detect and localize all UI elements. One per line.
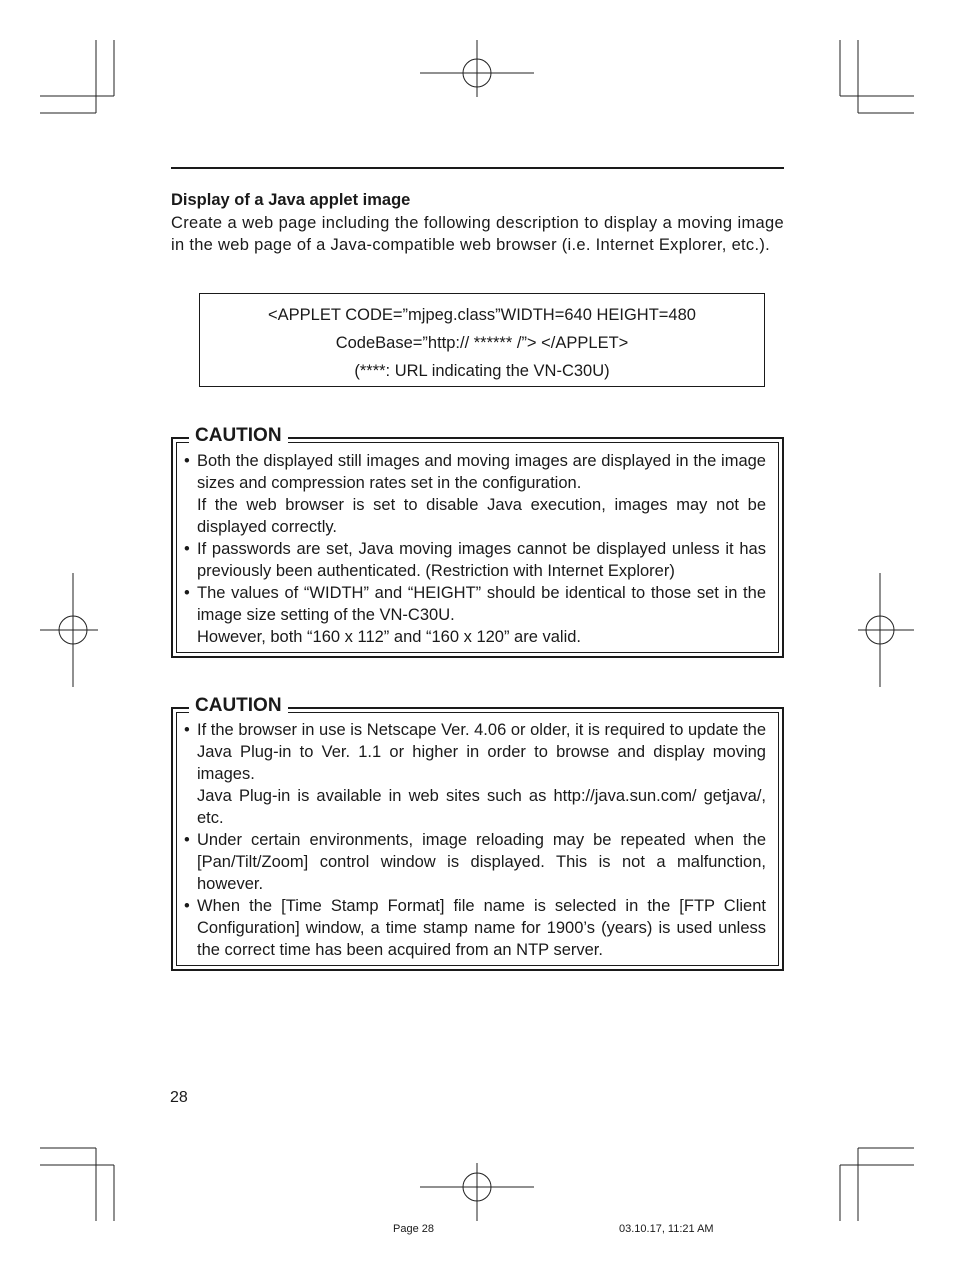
- registration-mark-top: [420, 40, 534, 97]
- caution-item: [184, 829, 766, 895]
- caution-item: [184, 450, 766, 538]
- caution-list: [184, 719, 766, 961]
- footer-timestamp: 03.10.17, 11:21 AM: [619, 1223, 714, 1235]
- caution-item: [184, 895, 766, 961]
- page-number: 28: [170, 1089, 188, 1106]
- section-rule: [171, 167, 784, 169]
- crop-mark-top-left: [40, 40, 114, 113]
- code-note: (****: URL indicating the VN-C30U): [354, 362, 610, 380]
- section-intro: Create a web page including the following description to display a moving image in the web page of a Java-compatible web browser (i.e. Internet Explorer, etc.).: [171, 214, 784, 254]
- caution-label: CAUTION: [189, 695, 288, 717]
- code-line: <APPLET CODE=”mjpeg.class”WIDTH=640 HEIGHT=480: [268, 306, 696, 324]
- caution-item: [184, 719, 766, 829]
- caution-item-text: • The values of “WIDTH” and “HEIGHT” should be identical to those set in the image size setting of the VN-C30U.: [197, 584, 766, 624]
- caution-list: [184, 450, 766, 648]
- applet-code-box: [199, 293, 765, 387]
- crop-mark-top-right: [840, 40, 914, 113]
- caution-item-text: • If the browser in use is Netscape Ver. 4.06 or older, it is required to update the Java Plug-in to Ver. 1.1 or higher in order to browse and display moving images.: [197, 721, 766, 783]
- footer-page-label: Page 28: [393, 1223, 434, 1235]
- caution-item-extra: Java Plug-in is available in web sites such as http://java.sun.com/ getjava/, etc.: [197, 787, 766, 827]
- caution-item-extra: However, both “160 x 112” and “160 x 120” are valid.: [197, 628, 582, 646]
- code-line: CodeBase=”http:// ****** /”> </APPLET>: [335, 334, 629, 352]
- caution-item-extra: If the web browser is set to disable Java execution, images may not be displayed correctly.: [197, 496, 766, 536]
- caution-item-text: • If passwords are set, Java moving images cannot be displayed unless it has previously been authenticated. (Restriction with Internet Explorer): [197, 540, 766, 580]
- caution-item: [184, 538, 766, 582]
- caution-box-java: [171, 425, 784, 658]
- crop-mark-bottom-left: [40, 1148, 114, 1221]
- crop-mark-bottom-right: [840, 1148, 914, 1221]
- registration-mark-bottom: [420, 1163, 534, 1221]
- caution-item: [184, 582, 766, 648]
- caution-label: CAUTION: [189, 425, 288, 447]
- section-heading: Display of a Java applet image: [171, 191, 411, 209]
- caution-box-plugin: [171, 695, 784, 971]
- caution-item-text: • Both the displayed still images and moving images are displayed in the image sizes and compression rates set in the configuration.: [197, 452, 766, 492]
- caution-item-text: • When the [Time Stamp Format] file name is selected in the [FTP Client Configuration] window, a time stamp name for 1900’s (years) is used unless the correct time has been acquired from an NTP server.: [197, 897, 766, 959]
- registration-mark-right: [858, 573, 914, 687]
- registration-mark-left: [40, 573, 98, 687]
- caution-item-text: • Under certain environments, image reloading may be repeated when the [Pan/Tilt/Zoom] control window is displayed. This is not a malfunction, however.: [197, 831, 766, 893]
